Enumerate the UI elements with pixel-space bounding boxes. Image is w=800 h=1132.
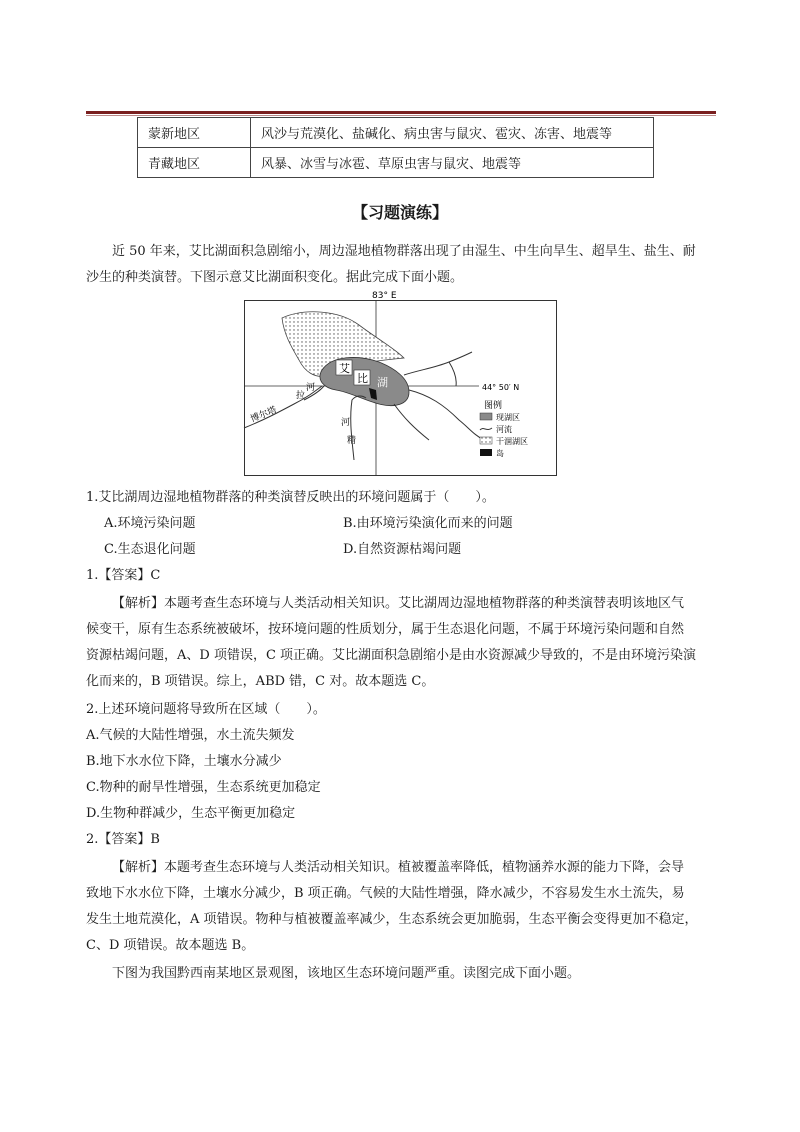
- intro-line-1: 近 50 年来，艾比湖面积急剧缩小，周边湿地植物群落出现了由湿生、中生向旱生、超旱生、盐生、耐: [112, 244, 696, 259]
- longitude-label: 83° E: [372, 291, 397, 301]
- q1-option-d: D.自然资源枯竭问题: [343, 542, 462, 557]
- q2-analysis-line: 致地下水水位下降，土壤水分减少，B 项正确。气候的大陆性增强，降水减少，不容易发生水土流失，易: [86, 886, 685, 901]
- section-title: 【习题演练】: [351, 203, 448, 222]
- q1-option-b: B.由环境污染演化而来的问题: [343, 516, 513, 531]
- q2-analysis-line: C、D 项错误。故本题选 B。: [86, 938, 255, 953]
- q2-stem: 2.上述环境问题将导致所在区域（ ）。: [86, 702, 326, 717]
- legend-dried: 干涸湖区: [496, 437, 528, 446]
- legend-river: 河流: [496, 425, 512, 434]
- q2-option-d: D.生物种群减少，生态平衡更加稳定: [86, 806, 296, 821]
- q2-answer: 2.【答案】B: [86, 832, 160, 847]
- q1-analysis-line: 候变干，原有生态系统被破坏，按环境问题的性质划分，属于生态退化问题，不属于环境污染问题和自然: [86, 622, 685, 637]
- river-la-char-2: 河: [306, 383, 316, 393]
- q1-analysis-line: 化而来的，B 项错误。综上，ABD 错，C 对。故本题选 C。: [86, 674, 435, 689]
- legend-swatch-dried: [480, 437, 492, 444]
- region-hazard-table: [137, 117, 654, 178]
- q1-option-a: A.环境污染问题: [104, 516, 196, 531]
- q1-answer: 1.【答案】C: [86, 568, 161, 583]
- legend-swatch-island: [480, 449, 492, 456]
- table-row: [138, 118, 654, 148]
- river-jing-char-1: 河: [341, 418, 351, 428]
- legend-island: 岛: [496, 449, 504, 458]
- q2-analysis-line: 【解析】本题考查生态环境与人类活动相关知识。植被覆盖率降低，植物涵养水源的能力下降，会导: [112, 860, 685, 875]
- lake-char-3: 湖: [377, 376, 388, 389]
- closing-paragraph: 下图为我国黔西南某地区景观图，该地区生态环境问题严重。读图完成下面小题。: [112, 966, 581, 981]
- legend-swatch-lake: [480, 413, 492, 420]
- q2-option-b: B.地下水水位下降，土壤水分减少: [86, 754, 282, 769]
- lake-char-1: 艾: [339, 362, 350, 375]
- table-cell-region: 青藏地区: [138, 148, 251, 178]
- table-cell-region: 蒙新地区: [138, 118, 251, 148]
- q2-analysis-line: 发生土地荒漠化，A 项错误。物种与植被覆盖率减少，生态系统会更加脆弱，生态平衡会变得更加不稳定，: [86, 912, 698, 927]
- river-la-char-1: 拉: [296, 391, 306, 401]
- legend-lake: 现湖区: [496, 413, 520, 422]
- q1-analysis-line: 【解析】本题考查生态环境与人类活动相关知识。艾比湖周边湿地植物群落的种类演替表明该地区气: [112, 596, 685, 611]
- table-cell-issues: 风沙与荒漠化、盐碱化、病虫害与鼠灾、雹灾、冻害、地震等: [251, 118, 654, 148]
- q2-option-c: C.物种的耐旱性增强，生态系统更加稳定: [86, 780, 321, 795]
- lake-char-2: 比: [357, 372, 368, 385]
- q2-option-a: A.气候的大陆性增强，水土流失频发: [86, 728, 295, 743]
- q1-analysis-line: 资源枯竭问题，A、D 项错误，C 项正确。艾比湖面积急剧缩小是由水资源减少导致的，不是由环境污染演: [86, 648, 697, 663]
- q1-stem: 1.艾比湖周边湿地植物群落的种类演替反映出的环境问题属于（ ）。: [86, 490, 495, 505]
- bole-river-label: 博尔塔: [249, 405, 279, 425]
- header-rule-thin: [86, 115, 716, 116]
- river-jing-char-2: 精: [347, 436, 357, 446]
- q1-option-c: C.生态退化问题: [104, 542, 196, 557]
- latitude-label: 44° 50′ N: [482, 383, 520, 392]
- intro-line-2: 沙生的种类演替。下图示意艾比湖面积变化。据此完成下面小题。: [86, 270, 464, 285]
- table-cell-issues: 风暴、冰雪与冰雹、草原虫害与鼠灾、地震等: [251, 148, 654, 178]
- aibi-lake-map: [244, 291, 557, 476]
- legend-title: 图例: [484, 401, 503, 411]
- header-rule: [86, 111, 716, 114]
- table-row: [138, 148, 654, 178]
